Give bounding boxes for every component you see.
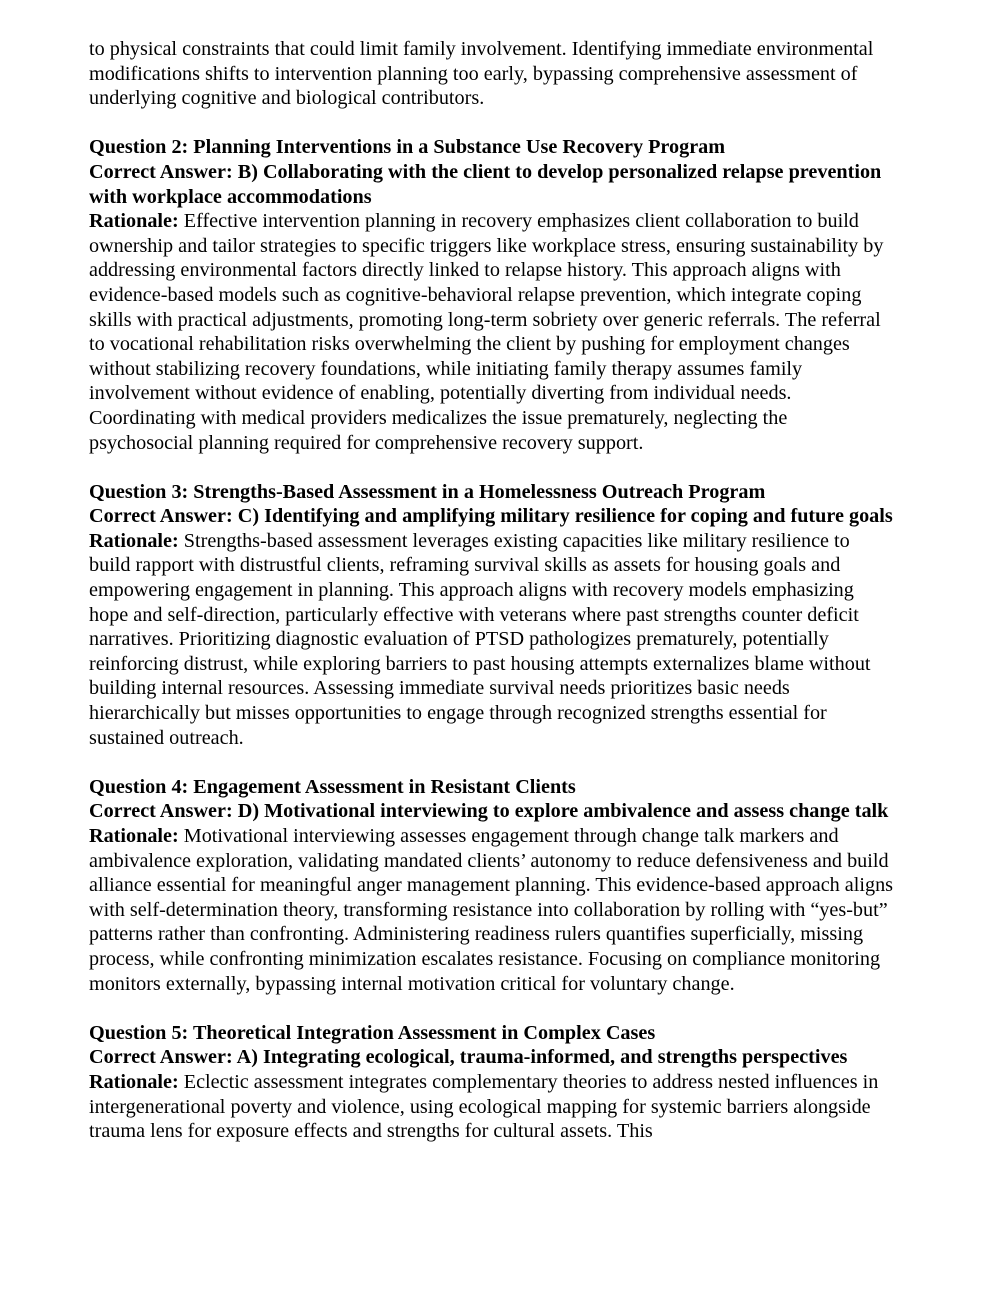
rationale-label: Rationale: — [89, 529, 179, 552]
rationale-paragraph — [89, 529, 895, 750]
rationale-text: Strengths-based assessment leverages existing capacities like military resilience to build rapport with distrustful clients, reframing survival skills as assets for housing goals and empowering engagement in planning. This approach aligns with recovery models emphasizing hope and self-direction, particularly effective with veterans where past strengths counter deficit narratives. Prioritizing diagnostic evaluation of PTSD pathologizes prematurely, potentially reinforcing distrust, while exploring barriers to past housing attempts externalizes blame without building internal resources. Assessing immediate survival needs prioritizes basic needs hierarchically but misses opportunities to engage through recognized strengths essential for sustained outreach. — [89, 529, 871, 749]
document-page — [89, 37, 895, 1144]
rationale-paragraph — [89, 1070, 895, 1144]
question-title: Question 4: Engagement Assessment in Resistant Clients — [89, 775, 576, 798]
correct-answer: Correct Answer: B) Collaborating with the client to develop personalized relapse prevention with workplace accommodations — [89, 160, 882, 208]
correct-answer: Correct Answer: D) Motivational interviewing to explore ambivalence and assess change talk — [89, 800, 889, 823]
question-title: Question 3: Strengths-Based Assessment in a Homelessness Outreach Program — [89, 480, 766, 503]
rationale-paragraph — [89, 824, 895, 996]
rationale-paragraph — [89, 209, 895, 455]
intro-paragraph: to physical constraints that could limit family involvement. Identifying immediate environmental modifications shifts to intervention planning too early, bypassing comprehensive assessment of underlying cognitive and biological contributors. — [89, 38, 874, 110]
rationale-text: Eclectic assessment integrates complementary theories to address nested influences in intergenerational poverty and violence, using ecological mapping for systemic barriers alongside trauma lens for exposure effects and strengths for cultural assets. This — [89, 1070, 879, 1143]
rationale-text: Effective intervention planning in recovery emphasizes client collaboration to build ownership and tailor strategies to specific triggers like workplace stress, ensuring sustainability by addressing environmental factors directly linked to relapse history. This approach aligns with evidence-based models such as cognitive-behavioral relapse prevention, which integrate coping skills with practical adjustments, promoting long-term sobriety over generic referrals. The referral to vocational rehabilitation risks overwhelming the client by pushing for employment changes without stabilizing recovery foundations, while initiating family therapy assumes family involvement without evidence of enabling, potentially diverting from individual needs. Coordinating with medical providers medicalizes the issue prematurely, neglecting the psychosocial planning required for comprehensive recovery support. — [89, 210, 884, 454]
rationale-text: Motivational interviewing assesses engagement through change talk markers and ambivalence exploration, validating mandated clients’ autonomy to reduce defensiveness and build alliance essential for meaningful anger management planning. This evidence-based approach aligns with self-determination theory, transforming resistance into collaboration by rolling with “yes-but” patterns rather than confronting. Administering readiness rulers quantifies superficially, missing process, while confronting minimization escalates resistance. Focusing on compliance monitoring monitors externally, bypassing internal motivation critical for voluntary change. — [89, 825, 894, 995]
question-block-3 — [89, 480, 895, 751]
question-block-5 — [89, 1021, 895, 1144]
question-title: Question 5: Theoretical Integration Assessment in Complex Cases — [89, 1021, 656, 1044]
correct-answer: Correct Answer: A) Integrating ecological, trauma-informed, and strengths perspectives — [89, 1046, 848, 1069]
question-title: Question 2: Planning Interventions in a Substance Use Recovery Program — [89, 136, 726, 159]
rationale-label: Rationale: — [89, 825, 179, 847]
correct-answer: Correct Answer: C) Identifying and amplifying military resilience for coping and future goals — [89, 505, 893, 528]
rationale-label: Rationale: — [89, 1070, 179, 1093]
question-block-2 — [89, 135, 895, 455]
question-block-4 — [89, 775, 895, 996]
rationale-label: Rationale: — [89, 210, 179, 233]
